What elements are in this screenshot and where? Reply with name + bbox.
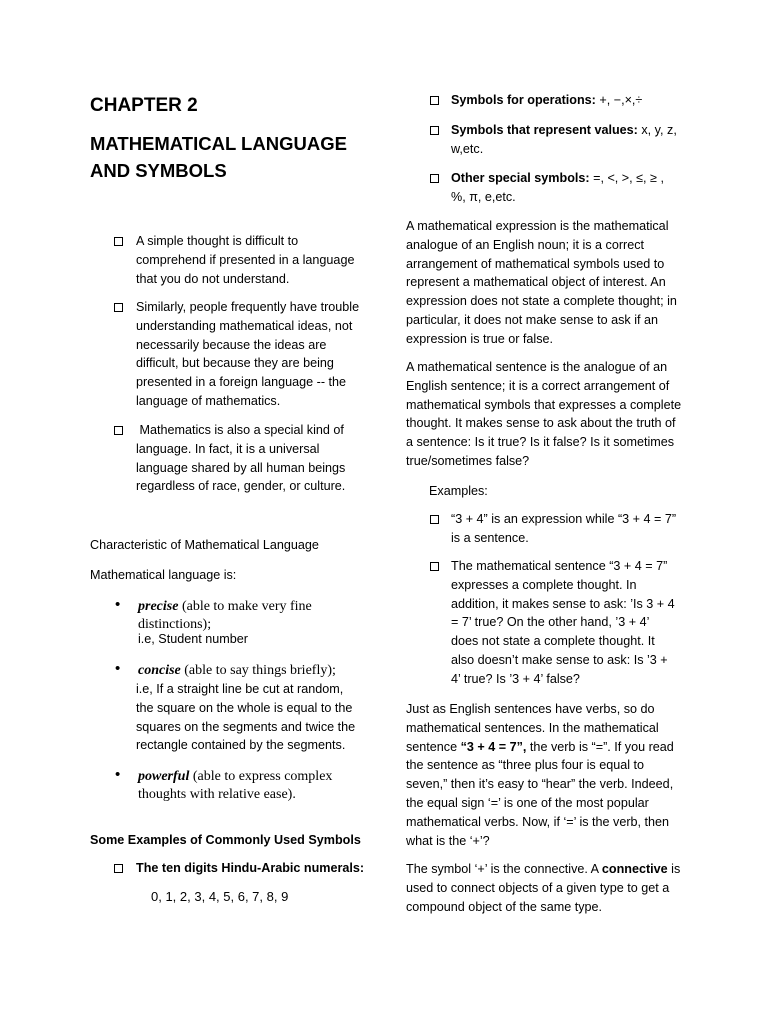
sentence-paragraph: A mathematical sentence is the analogue of an English sentence; it is a correct arrangement of mathematical symbols that expresses a complete thought. It makes sense to ask about the truth of a sentence: Is it true? Is it false? Is it sometimes true/sometimes false?: [406, 360, 682, 468]
examples-label: Examples:: [429, 484, 488, 498]
trait-concise: [138, 662, 364, 680]
trait-example: i.e, If a straight line be cut at random, the square on the whole is equal to the squares on the segments and twice the rectangle contained by the segments.: [136, 682, 356, 753]
example-item: “3 + 4” is an expression while “3 + 4 = 7” is a sentence.: [451, 512, 677, 545]
chapter-label: CHAPTER 2: [90, 95, 198, 116]
symbol-item-value: x, y, z, w,etc.: [451, 123, 677, 156]
trait-description: (able to make very fine distinctions);: [138, 599, 312, 632]
checkbox-bullet-icon: [430, 96, 439, 105]
symbol-item-label: Symbols that represent values:: [451, 123, 638, 137]
trait-powerful: [138, 768, 360, 804]
trait-description: (able to say things briefly);: [184, 663, 336, 678]
trait-term: precise: [138, 599, 179, 614]
digits-list: 0, 1, 2, 3, 4, 5, 6, 7, 8, 9: [151, 889, 289, 904]
intro-item: Similarly, people frequently have trouble understanding mathematical ideas, not necessarily because the ideas are difficult, but because they are being presented in a foreign language -- the language of mathematics.: [136, 300, 360, 408]
symbols-heading: Some Examples of Commonly Used Symbols: [90, 833, 361, 847]
trait-example: i.e, Student number: [138, 632, 248, 646]
verbs-text-1: Just as English sentences have verbs, so do mathematical sentences. In the mathematical sentence: [406, 702, 659, 754]
checkbox-bullet-icon: [114, 303, 123, 312]
trait-term: powerful: [138, 769, 190, 784]
verbs-text-2: the verb is “=”. If you read the sentence as “three plus four is equal to seven,” then it’s easy to “hear” the verb. Indeed, the equal sign ‘=’ is one of the most popular mathematical verbs. Now, if ‘=’ is the verb, then what is the ‘+’?: [406, 739, 674, 848]
bullet-dot-icon: •: [115, 596, 121, 613]
trait-precise: [138, 598, 358, 634]
symbol-item-value: =, <, >, ≤, ≥ , %, π, e,etc.: [451, 171, 664, 204]
example-item: The mathematical sentence “3 + 4 = 7” expresses a complete thought. In addition, it makes sense to ask: ’Is 3 + 4 = 7’ true? On the other hand, ’3 + 4’ does not state a complete thought. It also doesn’t make sense to ask: Is ’3 + 4’ true? Is ’3 + 4’ false?: [451, 559, 675, 686]
symbol-item-values: [451, 121, 679, 159]
math-language-is-label: Mathematical language is:: [90, 568, 237, 582]
connective-text-2: is used to connect objects of a given type to get a compound object of the same type.: [406, 862, 681, 914]
connective-paragraph: [406, 860, 682, 916]
checkbox-bullet-icon: [430, 515, 439, 524]
connective-bold-term: connective: [601, 862, 668, 876]
trait-description: (able to express complex thoughts with relative ease).: [138, 769, 333, 802]
verbs-paragraph: [406, 700, 682, 850]
bullet-dot-icon: •: [115, 660, 121, 677]
verbs-bold-sentence: “3 + 4 = 7”,: [460, 739, 527, 754]
trait-term: concise: [138, 663, 181, 678]
checkbox-bullet-icon: [114, 864, 123, 873]
connective-text-1: The symbol ‘+’ is the connective. A: [406, 862, 602, 876]
digits-label: The ten digits Hindu-Arabic numerals:: [136, 861, 365, 875]
checkbox-bullet-icon: [114, 426, 123, 435]
symbol-item-value: +, −,×,÷: [595, 93, 643, 107]
characteristic-heading: Characteristic of Mathematical Language: [90, 538, 319, 552]
symbol-item-special: [451, 169, 677, 207]
checkbox-bullet-icon: [430, 174, 439, 183]
bullet-dot-icon: •: [115, 766, 121, 783]
symbol-item-label: Symbols for operations:: [451, 93, 596, 107]
symbol-item-operations: [451, 91, 681, 110]
expression-paragraph: A mathematical expression is the mathematical analogue of an English noun; it is a correct arrangement of mathematical symbols used to represent a mathematical object of interest. An expression does not state a complete thought; in particular, it does not make sense to ask if an expression is true or false.: [406, 219, 677, 346]
checkbox-bullet-icon: [114, 237, 123, 246]
intro-item: Mathematics is also a special kind of language. In fact, it is a universal language shared by all human beings regardless of race, gender, or culture.: [136, 423, 349, 494]
chapter-title: MATHEMATICAL LANGUAGE AND SYMBOLS: [90, 133, 347, 181]
checkbox-bullet-icon: [430, 562, 439, 571]
symbol-item-label: Other special symbols:: [451, 171, 590, 185]
intro-item: A simple thought is difficult to comprehend if presented in a language that you do not understand.: [136, 234, 355, 286]
checkbox-bullet-icon: [430, 126, 439, 135]
